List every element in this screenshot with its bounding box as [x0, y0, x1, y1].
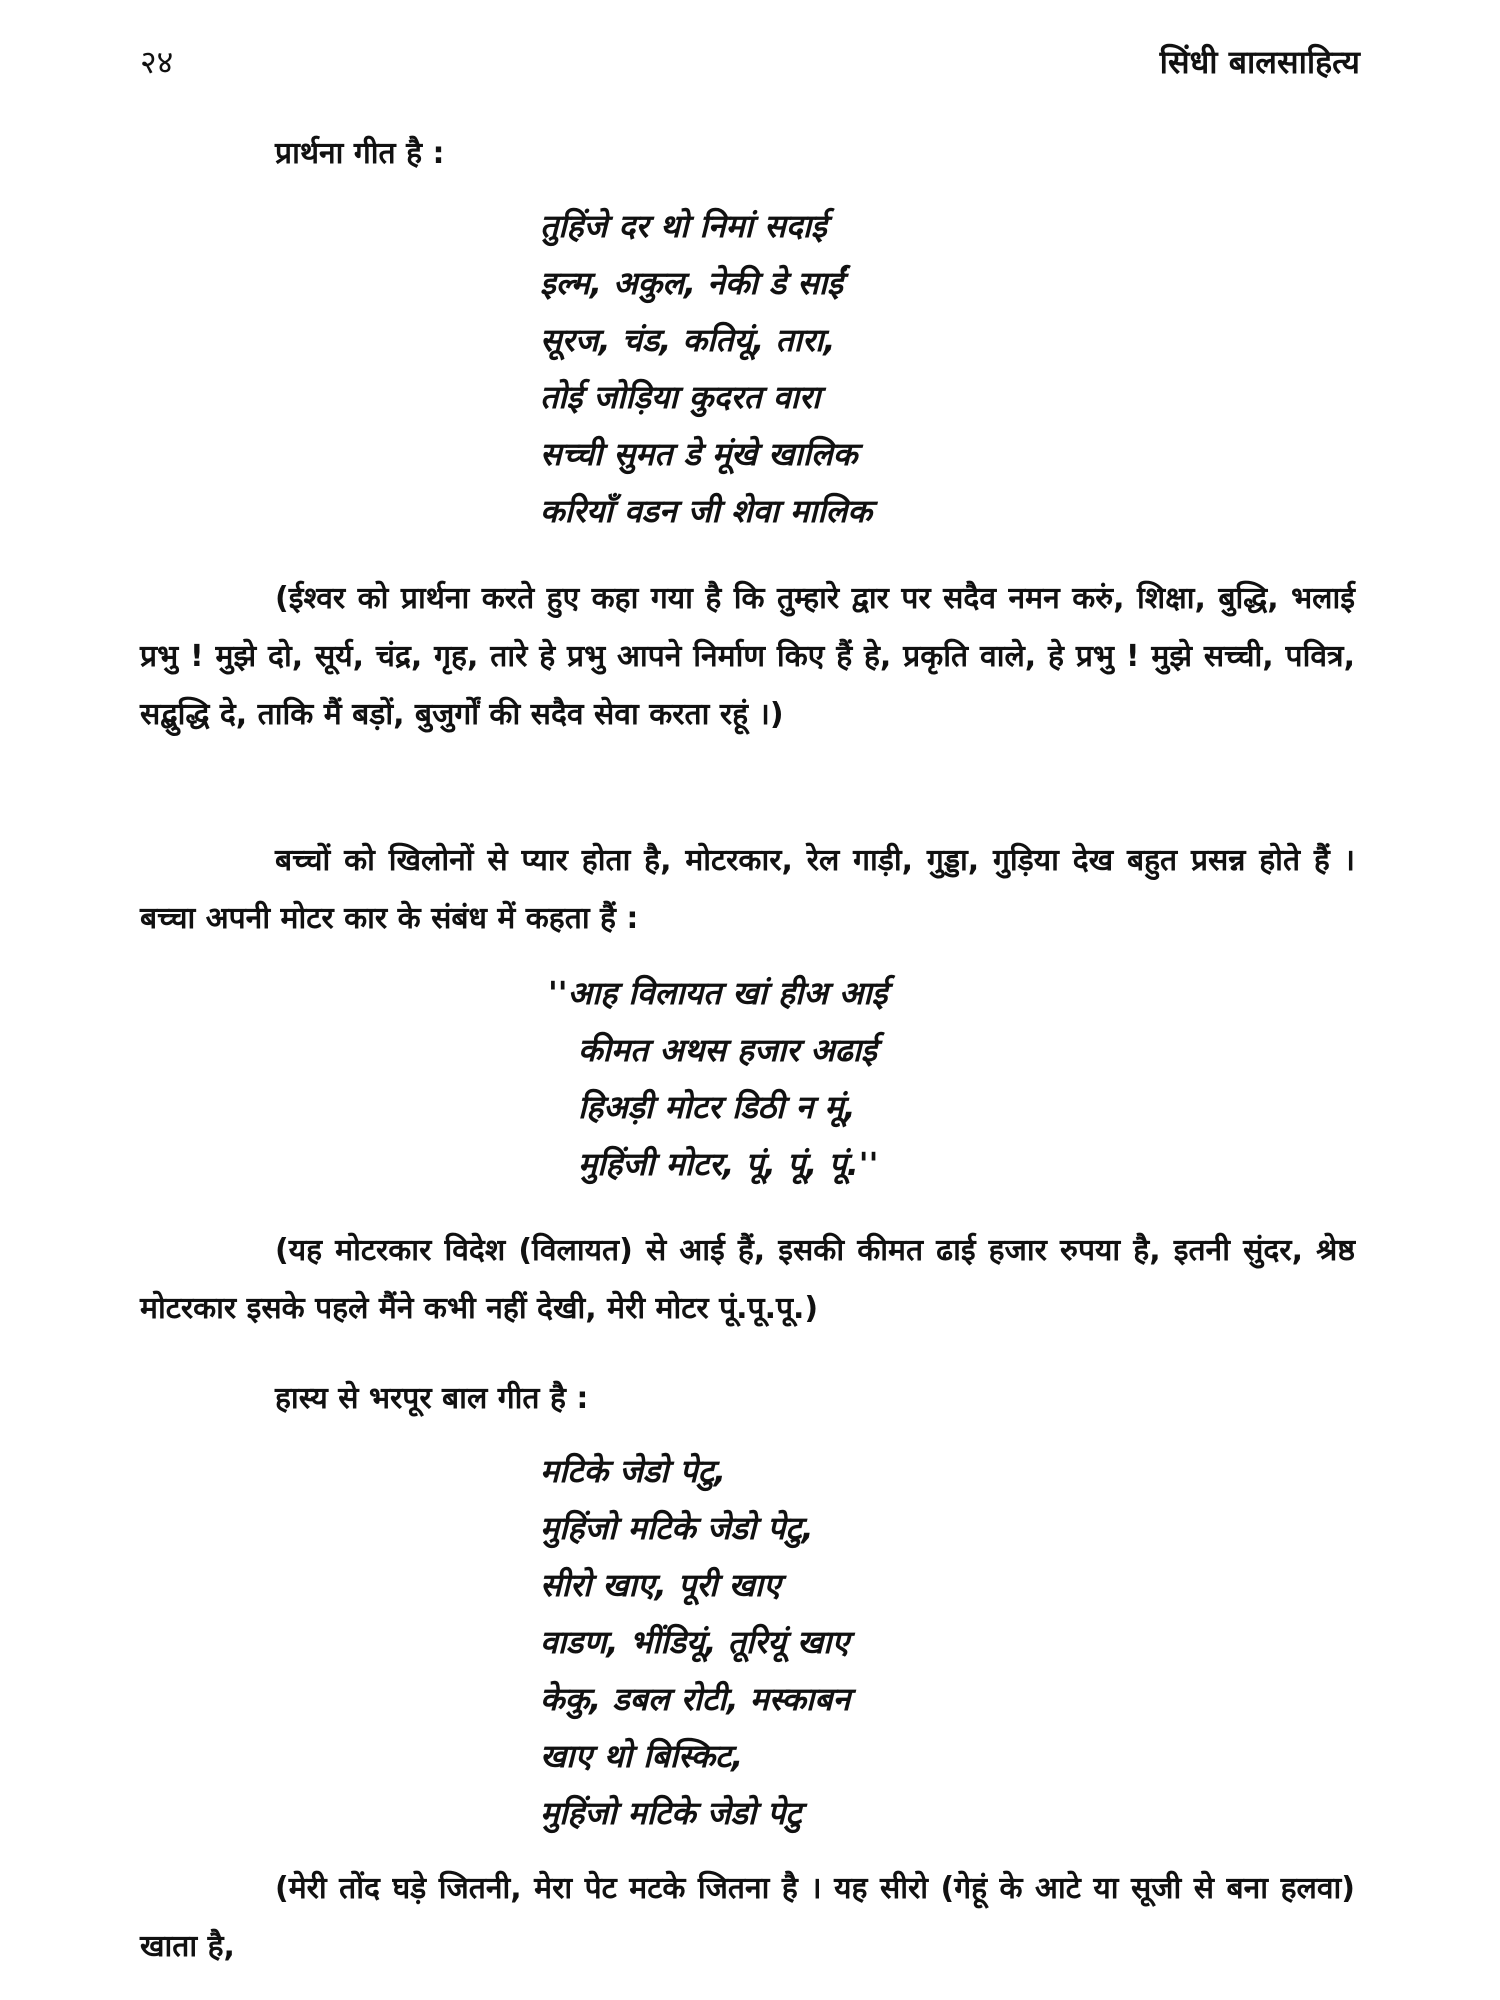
page-number: २४	[140, 43, 174, 81]
pot-belly-translation-paragraph: (मेरी तोंद घड़े जितनी, मेरा पेट मटके जितना है । यह सीरो (गेहूं के आटे या सूजी से बना हलवा) खाता है,	[140, 1871, 1355, 1964]
pot-belly-poem	[540, 1443, 850, 1842]
poem-line: मुहिंजो मटिके जेडो पेटु	[540, 1794, 802, 1832]
poem-line: केकु, डबल रोटी, मस्काबन	[540, 1680, 851, 1718]
poem-line: हिअड़ी मोटर डिठी न मूं,	[578, 1088, 856, 1126]
motor-car-poem	[548, 965, 887, 1193]
poem-line: इल्म, अकुल, नेकी डे साईं	[540, 264, 843, 302]
prayer-translation-paragraph: (ईश्वर को प्रार्थना करते हुए कहा गया है कि तुम्हारे द्वार पर सदैव नमन करुं, शिक्षा, बुद्धि, भलाई प्रभु ! मुझे दो, सूर्य, चंद्र, गृह, तारे हे प्रभु आपने निर्माण किए हैं हे, प्रकृति वाले, हे प्रभु ! मुझे सच्ची, पवित्र, सद्बुद्धि दे, ताकि मैं बड़ों, बुजुर्गों की सदैव सेवा करता रहूं ।)	[140, 581, 1355, 732]
poem-line: मटिके जेडो पेटु,	[540, 1452, 727, 1490]
poem-line: कीमत अथस हजार अढाई	[578, 1031, 877, 1069]
poem-line: वाडण, भींडियूं, तूरियूं खाए	[540, 1623, 850, 1661]
poem-line: करियाँ वडन जी शेवा मालिक	[540, 492, 872, 530]
poem-line: मुहिंजो मटिके जेडो पेटु,	[540, 1509, 814, 1547]
poem-line: ''आह विलायत खां हीअ आई	[548, 974, 888, 1012]
prayer-poem	[540, 198, 872, 540]
poem-line: मुहिंजी मोटर, पूं, पूं, पूं.''	[578, 1145, 879, 1183]
page-header	[140, 40, 1360, 100]
intro-humour-song: हास्य से भरपूर बाल गीत है :	[275, 1381, 589, 1416]
poem-line: सूरज, चंड, कतियूं, तारा,	[540, 321, 836, 359]
poem-line: तुहिंजे दर थो निमां सदाई	[540, 207, 827, 245]
poem-line: सीरो खाए, पूरी खाए	[540, 1566, 781, 1604]
motor-car-translation-paragraph: (यह मोटरकार विदेश (विलायत) से आई हैं, इसकी कीमत ढाई हजार रुपया है, इतनी सुंदर, श्रेष्ठ मोटरकार इसके पहले मैंने कभी नहीं देखी, मेरी मोटर पूं.पू.पू.)	[140, 1233, 1355, 1326]
intro-prayer-song: प्रार्थना गीत है :	[275, 136, 445, 171]
poem-line: सच्ची सुमत डे मूंखे खालिक	[540, 435, 858, 473]
running-title: सिंधी बालसाहित्य	[1159, 43, 1360, 81]
poem-line: खाए थो बिस्किट,	[540, 1737, 744, 1775]
poem-line: तोई जोड़िया कुदरत वारा	[540, 378, 821, 416]
toys-paragraph: बच्चों को खिलोनों से प्यार होता है, मोटरकार, रेल गाड़ी, गुड्डा, गुड़िया देख बहुत प्रसन्न होते हैं । बच्चा अपनी मोटर कार के संबंध में कहता हैं :	[140, 843, 1355, 936]
